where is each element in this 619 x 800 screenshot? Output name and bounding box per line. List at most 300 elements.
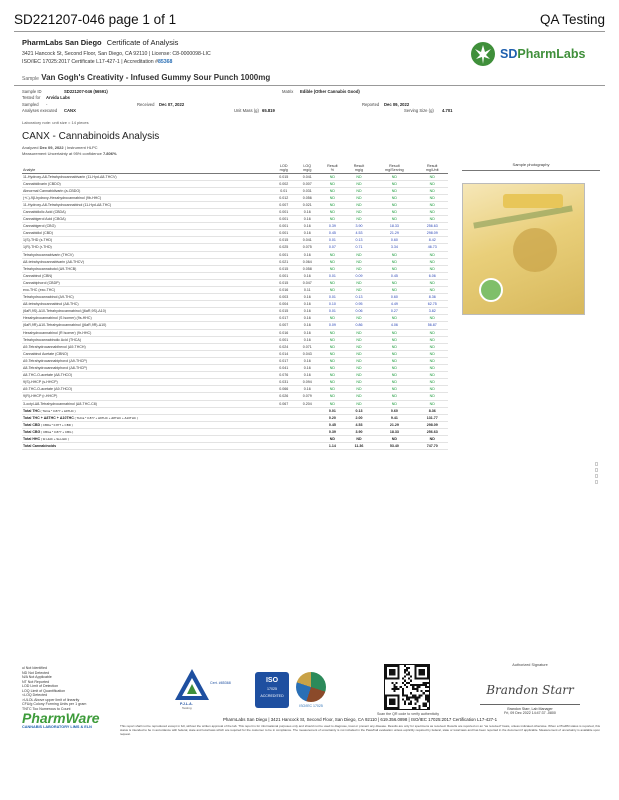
total-value: ND	[346, 435, 373, 442]
table-cell: ND	[372, 350, 416, 357]
table-cell: 0.026	[272, 393, 296, 400]
table-cell: ND	[372, 216, 416, 223]
logo-part-sd: SD	[500, 47, 518, 61]
accreditation-seal-text: ISO/IEC 17025	[299, 704, 323, 708]
table-cell: ND	[416, 201, 448, 208]
table-row	[22, 244, 448, 251]
table-cell: ND	[372, 365, 416, 372]
table-cell: 46.73	[416, 244, 448, 251]
table-row	[22, 301, 448, 308]
table-row	[22, 265, 448, 272]
table-header-row	[22, 161, 448, 173]
total-label: Total CBD	[23, 422, 41, 427]
serving-size-label: Serving Size (g)	[404, 107, 434, 113]
table-cell: ND	[372, 180, 416, 187]
table-cell	[296, 421, 320, 428]
total-value: ND	[416, 435, 448, 442]
total-formula: ( THCa * 0.877 + Δ9THC + Δ8THC + Δ10THC )	[73, 415, 138, 420]
table-cell	[272, 421, 296, 428]
table-cell: ND	[416, 386, 448, 393]
table-cell: 0.041	[272, 365, 296, 372]
table-cell: ND	[372, 208, 416, 215]
table-cell: 0.076	[272, 372, 296, 379]
total-value: 0.13	[346, 407, 373, 414]
table-cell: 0.015	[272, 279, 296, 286]
table-cell: 0.95	[346, 301, 373, 308]
total-name	[22, 435, 272, 442]
column-header: Result mg/Serving	[372, 161, 416, 173]
table-cell: ND	[372, 201, 416, 208]
table-cell: ND	[416, 350, 448, 357]
total-value: 4.53	[346, 421, 373, 428]
table-cell: 0.021	[272, 258, 296, 265]
table-cell: 0.001	[272, 208, 296, 215]
table-cell: ND	[319, 173, 346, 180]
table-cell: 0.16	[296, 329, 320, 336]
table-cell: ND	[319, 336, 346, 343]
table-cell: ND	[372, 329, 416, 336]
table-cell: ND	[416, 251, 448, 258]
table-cell: 0.066	[272, 386, 296, 393]
table-cell: ND	[416, 400, 448, 407]
total-formula: ( 9r-HHC + 9s-HHC )	[40, 436, 69, 441]
table-cell: 4.53	[346, 230, 373, 237]
table-cell: ND	[372, 379, 416, 386]
table-cell: 0.004	[272, 301, 296, 308]
table-cell: ND	[416, 372, 448, 379]
table-cell: ND	[416, 287, 448, 294]
pjla-triangle-icon	[172, 666, 212, 706]
analysis-info: Analyzed Dec 09, 2022 | Instrument HLPC Measurement Uncertainty at 95% confidence 7.806%	[22, 145, 117, 156]
analyte-name: exo-THC (exo-THC)	[22, 287, 272, 294]
table-cell: 0.01	[319, 237, 346, 244]
analyses-value: CANX	[64, 107, 76, 113]
table-cell: ND	[319, 400, 346, 407]
table-cell: 0.025	[272, 244, 296, 251]
table-cell	[296, 414, 320, 421]
table-body	[22, 173, 448, 450]
table-cell: ND	[319, 180, 346, 187]
table-cell: ND	[416, 315, 448, 322]
table-cell: ND	[319, 201, 346, 208]
total-value: 0.20	[319, 414, 346, 421]
table-cell: 0.16	[296, 230, 320, 237]
table-cell: 6.06	[416, 272, 448, 279]
table-cell: ND	[346, 187, 373, 194]
table-cell: ND	[346, 279, 373, 286]
table-cell: 0.45	[372, 272, 416, 279]
table-cell: ND	[346, 350, 373, 357]
sdpharmlabs-logo	[468, 40, 608, 68]
analyte-name: Abnormal Cannabidivarin (a-CBDO)	[22, 187, 272, 194]
table-cell: ND	[346, 365, 373, 372]
table-cell: 0.27	[372, 308, 416, 315]
table-cell: 0.16	[296, 223, 320, 230]
analyte-name: Tetrahydrocannabutol (Δ9-THCB)	[22, 265, 272, 272]
total-value: 0.39	[319, 428, 346, 435]
table-cell: 0.09	[346, 272, 373, 279]
table-cell: 8.42	[416, 237, 448, 244]
pharmware-tagline: CANNABIS LABORATORY LIMS & ELN	[22, 725, 92, 729]
photo-header: Sample photography	[462, 162, 600, 171]
table-cell: ND	[346, 386, 373, 393]
table-cell: ND	[346, 265, 373, 272]
table-row	[22, 201, 448, 208]
total-value: 9.41	[372, 414, 416, 421]
table-cell: ND	[416, 258, 448, 265]
table-cell: ND	[372, 251, 416, 258]
table-cell: ND	[416, 279, 448, 286]
table-row	[22, 343, 448, 350]
table-row	[22, 180, 448, 187]
table-cell: ND	[319, 287, 346, 294]
total-value: 11.36	[346, 443, 373, 450]
table-cell: ND	[319, 350, 346, 357]
analyses-label: Analyses executed	[22, 107, 58, 113]
analyte-name: Cannabigerol (CBG)	[22, 223, 272, 230]
table-cell: 0.204	[296, 400, 320, 407]
table-cell: ND	[346, 357, 373, 364]
table-row	[22, 393, 448, 400]
table-cell: 0.016	[272, 287, 296, 294]
table-cell: 0.079	[296, 393, 320, 400]
analyte-name: 9(S)-HHCP (s-HHCP)	[22, 379, 272, 386]
table-row	[22, 230, 448, 237]
table-row	[22, 258, 448, 265]
table-row	[22, 379, 448, 386]
table-row	[22, 216, 448, 223]
column-header: LOD mg/g	[272, 161, 296, 173]
total-value: 256.63	[416, 428, 448, 435]
legend-item: ul Not Identified	[22, 666, 47, 670]
table-cell: 0.10	[319, 301, 346, 308]
table-cell	[272, 443, 296, 450]
analyte-name: 11-Hydroxy-Δ8-Tetrahydrocannabinol (11-Hyd-Δ8-THC)	[22, 201, 272, 208]
table-cell: 0.16	[296, 301, 320, 308]
analyte-name: Cannabidivarin (CBDO)	[22, 180, 272, 187]
total-label: Total HHC	[23, 436, 41, 441]
iso-badge-num: 17025	[267, 687, 277, 691]
table-cell: ND	[346, 336, 373, 343]
row-checkbox[interactable]	[595, 480, 598, 484]
lab-address	[22, 50, 211, 66]
sample-divider	[14, 85, 605, 86]
table-cell: ND	[319, 251, 346, 258]
table-cell: 256.63	[416, 223, 448, 230]
legend-item: N/A Not Applicable	[22, 675, 52, 679]
qr-code[interactable]	[384, 664, 430, 710]
total-value: 0.60	[372, 407, 416, 414]
row-checkbox[interactable]	[595, 462, 598, 466]
analyte-name: Cannabiphorol (CBDP)	[22, 279, 272, 286]
analyte-name: Hexahydrocannabinol (S Isomer) (9s-HHC)	[22, 315, 272, 322]
table-cell	[272, 407, 296, 414]
table-cell: 0.015	[272, 173, 296, 180]
table-cell: ND	[346, 315, 373, 322]
unit-mass-label: Unit Mass (g)	[234, 107, 259, 113]
table-cell: 0.16	[296, 315, 320, 322]
table-cell: ND	[372, 279, 416, 286]
table-cell: 0.001	[272, 251, 296, 258]
column-header: Result mg/g	[346, 161, 373, 173]
table-row	[22, 272, 448, 279]
table-cell: 0.075	[296, 244, 320, 251]
column-header: LOQ mg/g	[296, 161, 320, 173]
total-row	[22, 428, 448, 435]
table-cell: 0.09	[319, 322, 346, 329]
table-cell: 0.015	[272, 265, 296, 272]
table-cell: 0.16	[296, 272, 320, 279]
leaf-icon	[468, 40, 498, 68]
received-label: Received	[137, 101, 155, 107]
legend-item: LOQ Limit of Quantification	[22, 688, 66, 693]
table-cell: ND	[319, 386, 346, 393]
pharmware-logo	[22, 710, 100, 729]
table-cell: ND	[372, 187, 416, 194]
table-cell: ND	[346, 379, 373, 386]
column-header: Result %	[319, 161, 346, 173]
table-cell: 0.014	[272, 350, 296, 357]
table-cell: ND	[319, 329, 346, 336]
doc-type: Certificate of Analysis	[106, 38, 179, 47]
table-cell: 0.07	[319, 244, 346, 251]
analyte-name: Cannabidiol (CBD)	[22, 230, 272, 237]
total-row	[22, 407, 448, 414]
analyte-name: Cannabigerol Acid (CBGA)	[22, 216, 272, 223]
signature-header: Authorized Signature	[512, 663, 548, 667]
table-cell	[296, 407, 320, 414]
row-checkbox[interactable]	[595, 474, 598, 478]
table-cell: ND	[372, 372, 416, 379]
table-cell: ND	[416, 173, 448, 180]
lab-address-line: 3421 Hancock St, Second Floor, San Diego, CA 92110 | License: C8-0000098-LIC	[22, 51, 211, 57]
header-divider	[14, 31, 605, 32]
tested-for-label: Tested for	[22, 95, 41, 101]
table-cell: 0.13	[346, 294, 373, 301]
abbreviation-legend	[22, 666, 86, 711]
table-cell	[272, 428, 296, 435]
table-cell: 62.75	[416, 301, 448, 308]
total-value: 298.09	[416, 421, 448, 428]
legend-item: NT Not Reported	[22, 679, 50, 684]
pjla-sub: Testing	[182, 706, 192, 710]
table-cell: ND	[346, 329, 373, 336]
table-cell: 3.34	[372, 244, 416, 251]
table-cell	[296, 443, 320, 450]
sample-id-label: Sample ID	[22, 89, 42, 94]
column-header: Analyte	[22, 161, 272, 173]
table-cell: ND	[372, 265, 416, 272]
table-cell: ND	[372, 336, 416, 343]
logo-wordmark	[500, 47, 585, 61]
table-cell: 0.01	[319, 294, 346, 301]
legend-item: LOD Limit of Detection	[22, 684, 59, 688]
analyte-name: Cannabinol (CBN)	[22, 272, 272, 279]
tested-for-value: Arvida Labs	[46, 95, 70, 101]
table-cell: ND	[319, 265, 346, 272]
total-value: 18.33	[372, 428, 416, 435]
table-cell: 0.024	[272, 343, 296, 350]
table-cell: 0.007	[272, 322, 296, 329]
total-name	[22, 407, 272, 414]
cannabinoids-table	[22, 161, 448, 450]
analyte-name: 11-Hydroxy-Δ8-Tetrahydrocannabivarin (11-Hyd-Δ8-THCV)	[22, 173, 272, 180]
table-cell: 0.015	[272, 237, 296, 244]
table-cell	[272, 414, 296, 421]
table-cell: ND	[346, 201, 373, 208]
table-cell: 0.003	[272, 294, 296, 301]
total-value: 1.14	[319, 443, 346, 450]
total-value: ND	[319, 435, 346, 442]
instrument: Instrument HLPC	[66, 145, 98, 150]
table-cell: ND	[416, 393, 448, 400]
table-row	[22, 308, 448, 315]
accreditation-number: 85368	[158, 59, 173, 65]
total-row	[22, 443, 448, 450]
uncertainty-value: 7.806%	[102, 150, 117, 156]
table-cell: 0.39	[319, 223, 346, 230]
legend-item: >ULOL Above upper limit of linearity	[22, 697, 80, 702]
row-checkbox[interactable]	[595, 468, 598, 472]
total-name	[22, 414, 272, 421]
table-cell: ND	[372, 357, 416, 364]
pjla-name: P.J.L.A.	[180, 702, 193, 706]
table-cell: 0.16	[296, 308, 320, 315]
table-cell: 0.60	[372, 294, 416, 301]
table-row	[22, 279, 448, 286]
table-cell: ND	[319, 379, 346, 386]
table-cell: ND	[319, 194, 346, 201]
table-cell: 0.71	[346, 244, 373, 251]
table-cell: 0.041	[296, 237, 320, 244]
table-cell: ND	[372, 258, 416, 265]
total-row	[22, 414, 448, 421]
analyte-name: 1(S)-THD (s-THD)	[22, 237, 272, 244]
table-row	[22, 251, 448, 258]
table-cell: 0.16	[296, 251, 320, 258]
analyte-name: Cannabinol Acetate (CBNO)	[22, 350, 272, 357]
signature-line	[480, 704, 580, 705]
table-cell: ND	[416, 180, 448, 187]
legend-item: <LOQ Detected	[22, 693, 48, 697]
analyte-name: (+/-)-9β-hydroxy-Hexahydrocannabinol (9b-HHC)	[22, 194, 272, 201]
total-value: ND	[372, 435, 416, 442]
footer-address: PharmLabs San Diego | 3421 Hancock St, Second Floor, San Diego, CA 92110 | 619.356.0898 | ISO/IEC 17025:2017 Certification L17-427-1	[222, 717, 498, 722]
table-cell: 0.007	[272, 201, 296, 208]
table-cell: ND	[416, 187, 448, 194]
table-cell: ND	[319, 365, 346, 372]
analyte-name: Δ9-Tetrahydrocannabihexol (Δ9-THCH)	[22, 343, 272, 350]
table-cell: ND	[372, 287, 416, 294]
table-row	[22, 315, 448, 322]
total-formula: ( CBDa * 0.877 + CBD )	[40, 422, 73, 427]
table-cell: 0.047	[296, 279, 320, 286]
matrix-value: Edible (Other Cannabis Good)	[300, 89, 360, 94]
table-cell: 0.16	[296, 357, 320, 364]
lab-title	[22, 38, 178, 47]
iso-badge	[255, 672, 289, 708]
table-cell: 0.11	[296, 287, 320, 294]
table-cell: ND	[346, 258, 373, 265]
uncertainty-label: Measurement Uncertainty at 95% confidence	[22, 150, 102, 156]
table-cell: 0.01	[319, 272, 346, 279]
total-name	[22, 428, 272, 435]
total-formula: ( THCa * 0.877 + Δ9THC )	[39, 408, 76, 413]
iso-prefix: ISO/IEC 17025:2017 Certificate L17-427-1 | Accreditation #	[22, 59, 159, 65]
table-cell	[296, 435, 320, 442]
analyzed-label: Analyzed	[22, 145, 39, 150]
table-cell: ND	[346, 251, 373, 258]
table-cell: 0.007	[296, 180, 320, 187]
qr-caption: Scan the QR code to verify authenticity	[376, 712, 440, 716]
table-cell: 0.01	[272, 187, 296, 194]
table-cell: ND	[346, 372, 373, 379]
lab-name: PharmLabs San Diego	[22, 38, 102, 47]
logo-part-pharmlabs: PharmLabs	[517, 47, 586, 61]
analyte-name: Tetrahydrocannabivarin (THCV)	[22, 251, 272, 258]
table-row	[22, 400, 448, 407]
total-label: Total THC + Δ8THC + Δ10THC	[23, 415, 74, 420]
pharmware-name: PharmWare	[22, 710, 100, 726]
sample-id-value: SD221207-046 (56591)	[64, 89, 108, 94]
matrix-label: Matrix	[282, 89, 294, 94]
sampled-label: Sampled	[22, 101, 39, 107]
table-cell: 0.16	[296, 294, 320, 301]
table-row	[22, 372, 448, 379]
analyte-name: (6aR,9R)-Δ10-Tetrahydrocannabinol ((6aR,9R)-Δ10)	[22, 322, 272, 329]
table-cell: ND	[416, 343, 448, 350]
table-cell: 0.16	[296, 216, 320, 223]
table-row	[22, 322, 448, 329]
table-cell: 0.021	[296, 201, 320, 208]
sample-metadata	[22, 89, 604, 114]
analyte-name: Tetrahydrocannabinol (Δ9-THC)	[22, 294, 272, 301]
table-cell: ND	[319, 258, 346, 265]
table-cell: ND	[346, 393, 373, 400]
table-cell: ND	[346, 287, 373, 294]
table-cell: ND	[319, 357, 346, 364]
footer-disclaimer: This report shall not be reproduced except in full, without the written approval of the lab. This report is for informational purposes only and should not be used to diagnose, treat or prevent any disease. Results are only for specimens as received. Results are reported on an "as received" basis, unless indicated otherwise. When a PhaRM status is reported, this status is intended to be in accordance with federal, state and local laws which are required for the customer to be in compliance. The measurement of uncertainty is not included in the Pass/Fail evaluation unless explicitly required by federal, state or local laws and has been reported in the document if applicable. Measurement of uncertainty is available upon request.	[120, 724, 600, 736]
lab-iso-line	[22, 58, 211, 66]
table-cell: 18.33	[372, 223, 416, 230]
table-cell: 0.041	[296, 173, 320, 180]
table-row	[22, 336, 448, 343]
table-cell: ND	[372, 315, 416, 322]
table-cell: ND	[416, 265, 448, 272]
table-cell: 0.017	[272, 315, 296, 322]
analyte-name: Δ8-THC-O-acetate (Δ8-THCO)	[22, 372, 272, 379]
sample-name: Van Gogh's Creativity - Infused Gummy Sour Punch 1000mg	[41, 73, 271, 82]
table-cell: 0.056	[296, 194, 320, 201]
table-cell: ND	[346, 208, 373, 215]
table-cell: 0.001	[272, 272, 296, 279]
table-cell: 0.001	[272, 216, 296, 223]
table-cell: ND	[416, 194, 448, 201]
analyte-name: Hexahydrocannabinol (R Isomer) (9r-HHC)	[22, 329, 272, 336]
table-cell: 298.09	[416, 230, 448, 237]
total-name	[22, 443, 272, 450]
table-cell: ND	[416, 208, 448, 215]
table-row	[22, 173, 448, 180]
table-cell: ND	[346, 343, 373, 350]
analyte-name: Cannabidiolic Acid (CBDA)	[22, 208, 272, 215]
table-cell: ND	[416, 379, 448, 386]
table-cell: 0.16	[296, 372, 320, 379]
table-cell	[296, 428, 320, 435]
pjla-logo	[172, 666, 242, 711]
signer-name: Brandon Starr, Lab Manager	[507, 707, 553, 711]
analyzed-date: Dec 09, 2022	[39, 145, 64, 150]
